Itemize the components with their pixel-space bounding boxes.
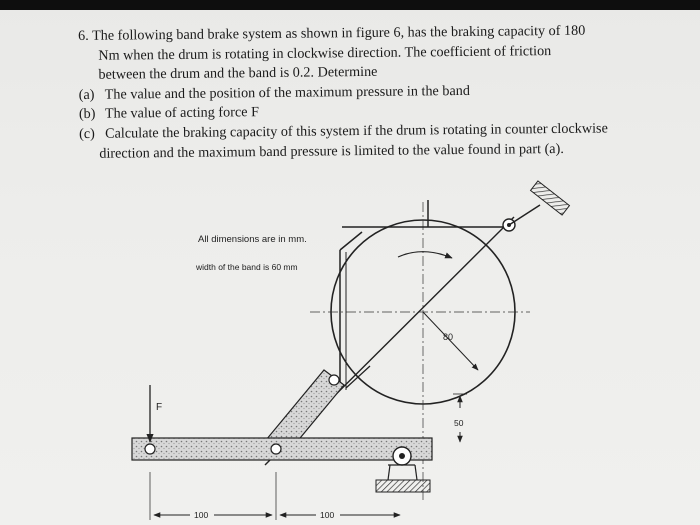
part-label: (b)	[78, 106, 96, 123]
offset-label: 50	[454, 418, 464, 428]
radius-label: 80	[443, 332, 454, 342]
part-label: (c)	[79, 125, 95, 142]
top-pivot	[503, 181, 569, 231]
question-text	[78, 21, 659, 164]
ground-support	[376, 480, 430, 492]
question-line: Nm when the drum is rotating in clockwise direction. The coefficient of friction	[98, 42, 552, 64]
part-label: (a)	[78, 86, 95, 103]
lever-arm	[132, 438, 432, 492]
band-width-note: width of the band is 60 mm	[196, 262, 298, 272]
dim-right-label: 100	[320, 510, 335, 520]
band-brake-figure	[110, 180, 580, 525]
offset-dimension	[453, 394, 467, 442]
question-line: between the drum and the band is 0.2. Determine	[98, 64, 378, 83]
question-line: 6. The following band brake system as shown in figure 6, has the braking capacity of 180	[78, 22, 586, 44]
top-wall-support	[531, 181, 570, 215]
part-text: The value of acting force F	[104, 104, 260, 123]
bottom-dimensions	[150, 472, 400, 520]
question-line: direction and the maximum band pressure is limited to the value found in part (a).	[99, 140, 564, 162]
force-f-arrow	[150, 385, 162, 442]
dimensions-note: All dimensions are in mm.	[198, 234, 307, 245]
force-label: F	[156, 402, 163, 413]
part-text: Calculate the braking capacity of this system if the drum is rotating in counter clockwise	[105, 120, 608, 142]
part-text: The value and the position of the maximum pressure in the band	[104, 82, 471, 103]
rotation-arrow	[398, 252, 452, 258]
window-top-bar	[0, 0, 700, 10]
dim-left-label: 100	[194, 510, 209, 520]
